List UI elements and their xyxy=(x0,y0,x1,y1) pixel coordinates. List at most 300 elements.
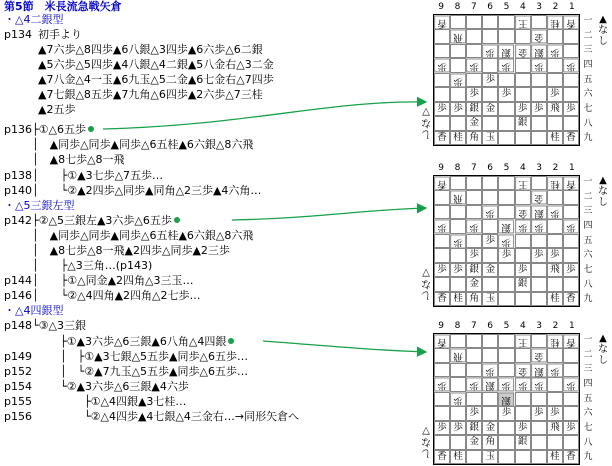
board-square xyxy=(434,248,450,262)
board-square: 香 xyxy=(563,176,579,190)
board-square: 桂 xyxy=(547,131,563,145)
rank-label: 八 xyxy=(583,279,593,290)
board-square: 金 xyxy=(466,116,482,130)
board-square xyxy=(531,176,547,190)
file-label: 1 xyxy=(568,321,575,331)
file-label: 7 xyxy=(470,2,477,12)
page-ref: p149 xyxy=(4,350,32,363)
board-square: 玉 xyxy=(482,131,498,145)
board-square: 王 xyxy=(515,334,531,348)
move-text: 初手より xyxy=(38,28,82,41)
rank-label: 七 xyxy=(583,104,593,114)
board-square xyxy=(498,190,514,204)
board-square: 歩 xyxy=(547,87,563,101)
page-ref: p148 xyxy=(4,319,32,332)
rank-label: 六 xyxy=(583,408,593,419)
board-square xyxy=(466,363,482,377)
board-square: 歩 xyxy=(466,58,482,72)
move-text: ・△4四銀型 xyxy=(4,304,64,317)
board-square: 金 xyxy=(531,29,547,43)
board-square xyxy=(563,205,579,219)
board-square: 歩 xyxy=(466,377,482,391)
board-square: 香 xyxy=(434,334,450,348)
board-square: 歩 xyxy=(531,102,547,116)
board-square: 香 xyxy=(563,450,579,464)
move-text: │ └②▲7九玉△5五歩▲同歩△6五歩… xyxy=(60,365,248,378)
board-square: 歩 xyxy=(450,263,466,277)
board-grid xyxy=(433,14,580,146)
board-square: 金 xyxy=(482,102,498,116)
board-square xyxy=(563,234,579,248)
board-square xyxy=(547,190,563,204)
board-square: 歩 xyxy=(466,248,482,262)
board-square xyxy=(498,348,514,362)
board-square: 角 xyxy=(466,292,482,306)
page-ref: p146 xyxy=(4,289,32,302)
board-square xyxy=(498,205,514,219)
move-text: ・△5三銀左型 xyxy=(4,199,75,212)
board-square xyxy=(466,392,482,406)
board-square xyxy=(466,450,482,464)
board-square: 飛 xyxy=(547,421,563,435)
rank-label: 六 xyxy=(583,89,593,100)
move-text: ▲7八金△4一玉▲6九玉△5二金▲6七金右△7四歩 xyxy=(38,73,274,86)
board-square xyxy=(531,277,547,291)
file-label: 4 xyxy=(519,2,526,12)
board-square xyxy=(547,348,563,362)
board-square xyxy=(498,116,514,130)
board-square: 歩 xyxy=(498,58,514,72)
page-ref: p156 xyxy=(4,410,32,423)
board-square xyxy=(547,29,563,43)
sente-hand: ▲ な し xyxy=(598,333,608,366)
board-square: 銀 xyxy=(498,44,514,58)
page-ref: p138 xyxy=(4,169,32,182)
board-square xyxy=(434,363,450,377)
board-square xyxy=(515,392,531,406)
board-square: 角 xyxy=(466,131,482,145)
move-text: │ ├①▲3七銀△5五歩▲同歩△6五歩… xyxy=(60,350,248,363)
board-square: 歩 xyxy=(482,44,498,58)
board-square: 桂 xyxy=(547,292,563,306)
board-square xyxy=(450,15,466,29)
board-square: 歩 xyxy=(547,248,563,262)
file-labels xyxy=(433,163,580,175)
board-square: 歩 xyxy=(466,87,482,101)
board-square xyxy=(498,292,514,306)
board-square: 香 xyxy=(563,131,579,145)
board-square: 銀 xyxy=(482,377,498,391)
board-square: 飛 xyxy=(450,190,466,204)
board-square xyxy=(531,334,547,348)
board-square xyxy=(466,348,482,362)
gote-hand: し な ▽ xyxy=(421,267,431,300)
board-square xyxy=(515,450,531,464)
board-square: 歩 xyxy=(563,263,579,277)
board-square: 飛 xyxy=(450,29,466,43)
board-square xyxy=(450,116,466,130)
board-square: 玉 xyxy=(482,292,498,306)
file-label: 8 xyxy=(454,321,461,331)
board-square xyxy=(466,205,482,219)
board-square xyxy=(482,348,498,362)
board-square: 歩 xyxy=(498,248,514,262)
board-square xyxy=(434,87,450,101)
board-square xyxy=(482,87,498,101)
sente-hand: ▲ な し xyxy=(598,14,608,47)
board-square xyxy=(515,348,531,362)
board-square xyxy=(482,219,498,233)
board-square xyxy=(498,73,514,87)
board-grid xyxy=(433,175,580,307)
board-square xyxy=(498,29,514,43)
board-square: 歩 xyxy=(515,263,531,277)
board-square: 歩 xyxy=(531,377,547,391)
rank-label: 九 xyxy=(583,294,593,305)
file-label: 7 xyxy=(470,321,477,331)
board-square xyxy=(482,29,498,43)
move-text: │ ▲8七歩△8一飛▲2四歩△同歩▲2三歩 xyxy=(32,244,230,257)
board-square: 桂 xyxy=(450,292,466,306)
board-square xyxy=(563,406,579,420)
file-label: 8 xyxy=(454,163,461,173)
board-square xyxy=(482,190,498,204)
board-square xyxy=(563,348,579,362)
move-text: ├①△4四銀▲3七桂… xyxy=(84,395,187,408)
board-square xyxy=(563,435,579,449)
board-square xyxy=(515,73,531,87)
board-square: 香 xyxy=(563,15,579,29)
board-square xyxy=(450,406,466,420)
board-square: 歩 xyxy=(531,58,547,72)
board-square xyxy=(498,102,514,116)
board-square: 歩 xyxy=(450,234,466,248)
board-square xyxy=(434,392,450,406)
board-square xyxy=(498,334,514,348)
board-square xyxy=(498,450,514,464)
board-square xyxy=(547,73,563,87)
file-label: 3 xyxy=(536,163,543,173)
board-square: 歩 xyxy=(563,58,579,72)
board-square: 歩 xyxy=(531,248,547,262)
board-square xyxy=(547,435,563,449)
board-square: 金 xyxy=(482,421,498,435)
rank-label: 三 xyxy=(583,45,593,56)
move-text: │ ▲8七歩△8一飛 xyxy=(32,153,125,166)
board-square xyxy=(547,234,563,248)
sente-hand: ▲ な し xyxy=(598,175,608,208)
page-ref: p142 xyxy=(4,214,32,227)
rank-label: 二 xyxy=(583,349,593,360)
board-square xyxy=(563,116,579,130)
board-square: 歩 xyxy=(434,58,450,72)
board-square xyxy=(498,15,514,29)
file-label: 6 xyxy=(487,163,494,173)
board-square xyxy=(482,116,498,130)
board-square: 歩 xyxy=(563,421,579,435)
board-square xyxy=(466,15,482,29)
board-square xyxy=(547,58,563,72)
board-square xyxy=(434,406,450,420)
rank-label: 四 xyxy=(583,221,593,231)
rank-label: 一 xyxy=(583,16,593,26)
board-square xyxy=(515,248,531,262)
board-square xyxy=(547,116,563,130)
board-square xyxy=(450,219,466,233)
board-square xyxy=(450,363,466,377)
board-square: 歩 xyxy=(498,87,514,101)
board-square: 歩 xyxy=(498,234,514,248)
board-square: 桂 xyxy=(450,450,466,464)
connector-dot xyxy=(174,217,180,223)
board-square xyxy=(547,219,563,233)
board-square: 香 xyxy=(434,15,450,29)
file-label: 9 xyxy=(438,321,445,331)
board-square xyxy=(547,392,563,406)
rank-label: 六 xyxy=(583,250,593,261)
board-square xyxy=(547,277,563,291)
board-square xyxy=(498,277,514,291)
board-square: 歩 xyxy=(450,392,466,406)
board-square xyxy=(531,421,547,435)
rank-label: 四 xyxy=(583,60,593,70)
rank-label: 九 xyxy=(583,452,593,463)
board-square: 歩 xyxy=(515,377,531,391)
board-square xyxy=(450,44,466,58)
board-square: 金 xyxy=(466,277,482,291)
board-square xyxy=(515,29,531,43)
board-square: 桂 xyxy=(547,450,563,464)
file-label: 5 xyxy=(503,2,510,12)
board-square: 香 xyxy=(563,334,579,348)
board-square xyxy=(531,116,547,130)
move-text: │ ├①▲3七歩△7五歩… xyxy=(32,169,164,182)
file-label: 1 xyxy=(568,163,575,173)
board-square xyxy=(531,131,547,145)
move-text: │ ├①△同金▲2四角△3三玉… xyxy=(32,274,194,287)
move-text: │ ▲同歩△同歩▲同歩△6五桂▲6六銀△8六飛 xyxy=(32,138,254,151)
board-square: 金 xyxy=(515,205,531,219)
board-square xyxy=(434,73,450,87)
file-label: 1 xyxy=(568,2,575,12)
board-square: 金 xyxy=(515,44,531,58)
page-ref: p152 xyxy=(4,365,32,378)
file-label: 8 xyxy=(454,2,461,12)
board-square xyxy=(515,131,531,145)
rank-label: 五 xyxy=(583,74,593,85)
board-square: 歩 xyxy=(482,363,498,377)
move-text: └②▲3六歩△6三銀▲4六歩 xyxy=(60,380,189,393)
board-square: 歩 xyxy=(466,406,482,420)
board-square xyxy=(498,421,514,435)
move-text: └③△3三銀 xyxy=(32,319,86,332)
rank-label: 五 xyxy=(583,235,593,246)
file-label: 9 xyxy=(438,163,445,173)
file-labels xyxy=(433,2,580,14)
board-square: 王 xyxy=(515,176,531,190)
move-text: │ └②△4四角▲2四角△2七歩… xyxy=(32,289,201,302)
file-label: 9 xyxy=(438,2,445,12)
board-square xyxy=(498,131,514,145)
board-square xyxy=(515,406,531,420)
board-square: 銀 xyxy=(531,44,547,58)
board-square: 香 xyxy=(434,176,450,190)
board-square: 歩 xyxy=(498,377,514,391)
page-ref: p136 xyxy=(4,123,32,136)
board-square xyxy=(466,176,482,190)
board-square: 歩 xyxy=(482,234,498,248)
rank-label: 一 xyxy=(583,335,593,345)
rank-label: 八 xyxy=(583,118,593,129)
board-square: 歩 xyxy=(450,73,466,87)
rank-labels xyxy=(582,333,594,465)
board-square xyxy=(482,15,498,29)
file-label: 2 xyxy=(552,163,559,173)
rank-label: 四 xyxy=(583,379,593,389)
board-square xyxy=(563,363,579,377)
board-square: 歩 xyxy=(515,421,531,435)
file-label: 3 xyxy=(536,2,543,12)
gote-hand: し な ▽ xyxy=(421,106,431,139)
page-ref: p155 xyxy=(4,395,32,408)
board-square xyxy=(531,450,547,464)
board-square: 銀 xyxy=(498,392,514,406)
move-text: │ ▲同歩△同歩▲同歩△6五桂▲6六銀△8六飛 xyxy=(32,229,254,242)
board-square: 角 xyxy=(482,435,498,449)
board-square xyxy=(515,292,531,306)
board-square xyxy=(434,348,450,362)
board-square: 歩 xyxy=(450,421,466,435)
page-ref: p154 xyxy=(4,380,32,393)
board-square xyxy=(531,87,547,101)
file-label: 7 xyxy=(470,163,477,173)
board-square: 金 xyxy=(515,363,531,377)
board-square xyxy=(450,377,466,391)
board-square: 歩 xyxy=(563,102,579,116)
move-text: ├①△6五歩 xyxy=(32,124,94,136)
board-square xyxy=(531,292,547,306)
board-square: 王 xyxy=(515,15,531,29)
board-square: 金 xyxy=(531,348,547,362)
board-square xyxy=(434,116,450,130)
board-square xyxy=(466,334,482,348)
board-square xyxy=(434,234,450,248)
board-square: 歩 xyxy=(547,205,563,219)
board-square xyxy=(482,248,498,262)
board-square: 歩 xyxy=(563,377,579,391)
shogi-board xyxy=(433,321,593,465)
board-square xyxy=(482,58,498,72)
board-square xyxy=(531,392,547,406)
rank-label: 三 xyxy=(583,364,593,375)
board-square xyxy=(563,87,579,101)
board-square: 銀 xyxy=(466,421,482,435)
board-square xyxy=(450,176,466,190)
board-square: 金 xyxy=(466,435,482,449)
rank-label: 二 xyxy=(583,191,593,202)
board-square: 飛 xyxy=(547,102,563,116)
board-square xyxy=(498,435,514,449)
board-square xyxy=(466,73,482,87)
board-square: 香 xyxy=(434,131,450,145)
board-square: 歩 xyxy=(547,44,563,58)
board-square: 歩 xyxy=(434,219,450,233)
connector-dot xyxy=(88,126,94,132)
board-square: 玉 xyxy=(482,450,498,464)
gote-hand: し な ▽ xyxy=(421,425,431,458)
board-square xyxy=(434,190,450,204)
shogi-board xyxy=(433,163,593,307)
board-square: 飛 xyxy=(547,263,563,277)
board-square xyxy=(450,334,466,348)
board-square xyxy=(515,87,531,101)
board-square: 歩 xyxy=(498,406,514,420)
board-square: 銀 xyxy=(466,102,482,116)
board-square xyxy=(450,435,466,449)
board-square: 歩 xyxy=(434,102,450,116)
board-square: 香 xyxy=(563,292,579,306)
board-square: 銀 xyxy=(515,435,531,449)
board-grid xyxy=(433,333,580,465)
board-square xyxy=(563,73,579,87)
move-text: ├①▲3六歩△6三銀▲6八角△4四銀 xyxy=(60,336,234,348)
board-square: 歩 xyxy=(482,73,498,87)
move-text: ▲2五歩 xyxy=(38,103,76,116)
file-labels xyxy=(433,321,580,333)
board-square: 銀 xyxy=(515,277,531,291)
move-text: └②△4四歩▲4七銀△4三金右…→同形矢倉へ xyxy=(84,410,300,423)
move-text: ├②△5三銀左▲3六歩△6五歩 xyxy=(32,215,180,227)
board-square xyxy=(434,435,450,449)
rank-label: 三 xyxy=(583,206,593,217)
board-square: 桂 xyxy=(450,131,466,145)
board-square xyxy=(531,435,547,449)
board-square: 桂 xyxy=(547,334,563,348)
board-square xyxy=(450,58,466,72)
move-text: ▲7六歩△8四歩▲6八銀△3四歩▲6六歩△6二銀 xyxy=(38,43,263,56)
board-square xyxy=(563,277,579,291)
rank-label: 八 xyxy=(583,437,593,448)
move-text: ・△4二銀型 xyxy=(4,13,64,26)
board-square xyxy=(531,234,547,248)
move-text: │ └②▲2四歩△同歩▲同角△2三歩▲4六角… xyxy=(32,184,262,197)
board-square xyxy=(498,176,514,190)
board-square: 飛 xyxy=(450,348,466,362)
move-text: ▲5六歩△5四歩▲4八銀△4二銀▲5八金右△3二金 xyxy=(38,58,274,71)
board-square: 歩 xyxy=(450,102,466,116)
board-square xyxy=(450,248,466,262)
board-square xyxy=(498,263,514,277)
board-square xyxy=(531,15,547,29)
board-square: 金 xyxy=(531,190,547,204)
board-square: 歩 xyxy=(482,205,498,219)
board-square: 金 xyxy=(482,263,498,277)
board-square xyxy=(547,377,563,391)
file-label: 4 xyxy=(519,163,526,173)
board-square: 歩 xyxy=(547,363,563,377)
board-square: 香 xyxy=(434,292,450,306)
file-label: 2 xyxy=(552,2,559,12)
rank-labels xyxy=(582,175,594,307)
board-square: 歩 xyxy=(515,102,531,116)
board-square xyxy=(434,205,450,219)
page-ref: p134 xyxy=(4,28,32,41)
board-square xyxy=(563,392,579,406)
rank-label: 九 xyxy=(583,133,593,144)
board-square: 歩 xyxy=(434,421,450,435)
board-square: 銀 xyxy=(531,363,547,377)
board-square xyxy=(450,87,466,101)
